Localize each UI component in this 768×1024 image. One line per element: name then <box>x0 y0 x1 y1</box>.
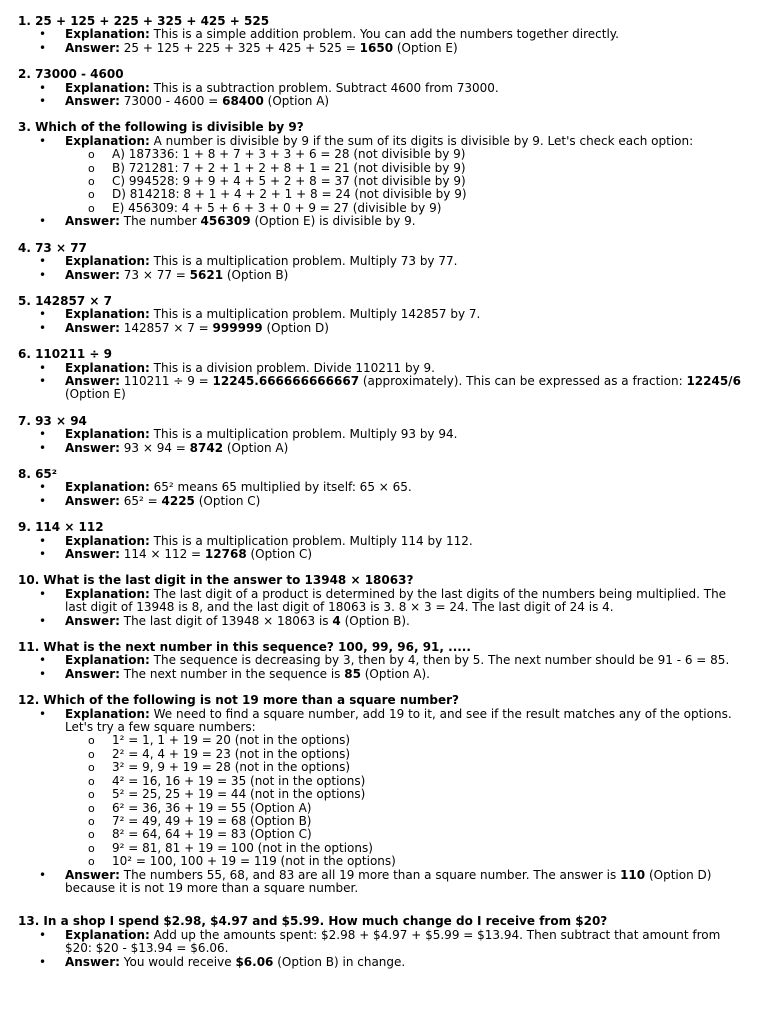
item-text: 65² means 65 multiplied by itself: 65 × 65. <box>149 480 412 495</box>
bullet-list <box>18 28 750 55</box>
highlighted-value: 999999 <box>212 320 263 335</box>
item-text: (approximately). This can be expressed as a fraction: <box>359 373 687 388</box>
sub-list-item: o C) 994528: 9 + 9 + 4 + 5 + 2 + 8 = 37 (not divisible by 9) <box>65 175 750 188</box>
item-text: We need to find a square number, add 19 to it, and see if the result matches any of the options. Let's try a few square numbers: <box>65 706 732 735</box>
sub-list-item: o 2² = 4, 4 + 19 = 23 (not in the options) <box>65 748 750 761</box>
sub-list-item: o E) 456309: 4 + 5 + 6 + 3 + 0 + 9 = 27 (divisible by 9) <box>65 202 750 215</box>
item-text: (Option A) <box>223 440 289 455</box>
item-text: 93 × 94 = <box>119 440 190 455</box>
bullet-list <box>18 308 750 335</box>
item-text: 114 × 112 = <box>119 547 205 561</box>
explanation-item <box>18 481 750 494</box>
item-label: Answer: <box>65 320 120 335</box>
item-text: (Option A) <box>263 94 330 109</box>
question-block <box>18 68 750 108</box>
item-text: (Option B) in change. <box>273 954 406 969</box>
bullet-list <box>18 135 750 229</box>
item-label: Answer: <box>65 373 120 388</box>
question-block <box>18 242 750 282</box>
question-block <box>18 295 750 335</box>
answer-item <box>18 215 750 228</box>
question-title: 7. 93 × 94 <box>18 413 87 428</box>
item-label: Explanation: <box>65 927 150 942</box>
item-label: Explanation: <box>65 27 150 42</box>
item-text: This is a simple addition problem. You can add the numbers together directly. <box>149 27 619 42</box>
sub-list-item: o D) 814218: 8 + 1 + 4 + 2 + 1 + 8 = 24 (not divisible by 9) <box>65 188 750 201</box>
explanation-item <box>18 708 750 869</box>
highlighted-value: 12245.666666666667 <box>212 373 360 388</box>
item-label: Explanation: <box>65 706 150 721</box>
highlighted-value: 4225 <box>161 493 195 508</box>
item-text: (Option E) <box>65 387 126 402</box>
question-block <box>18 348 750 402</box>
item-text: This is a multiplication problem. Multiply 73 by 77. <box>149 254 458 269</box>
question-title: 6. 110211 ÷ 9 <box>18 347 112 362</box>
bullet-list <box>18 481 750 508</box>
item-text: This is a multiplication problem. Multiply 114 by 112. <box>149 533 473 548</box>
item-label: Explanation: <box>65 533 150 548</box>
highlighted-value: 1650 <box>359 40 394 55</box>
bullet-list <box>18 929 750 969</box>
answer-item <box>18 548 750 561</box>
item-label: Explanation: <box>65 254 150 269</box>
sub-list-item: o 8² = 64, 64 + 19 = 83 (Option C) <box>65 828 750 841</box>
question-block <box>18 15 750 55</box>
bullet-list <box>18 255 750 282</box>
question-title: 10. What is the last digit in the answer to 13948 × 18063? <box>18 573 414 588</box>
question-title: 1. 25 + 125 + 225 + 325 + 425 + 525 <box>18 14 270 28</box>
answer-item <box>18 269 750 282</box>
sub-list <box>65 734 750 868</box>
highlighted-value: 85 <box>344 666 361 681</box>
question-title: 4. 73 × 77 <box>18 240 87 255</box>
item-text: (Option E) is divisible by 9. <box>250 214 416 229</box>
question-title: 13. In a shop I spend $2.98, $4.97 and $5.99. How much change do I receive from $20? <box>18 914 608 929</box>
item-text: (Option D) <box>262 320 329 335</box>
item-text: 73000 - 4600 = <box>119 94 223 109</box>
explanation-item <box>18 82 750 95</box>
item-text: You would receive <box>119 954 236 969</box>
item-text: (Option C) <box>194 493 261 508</box>
sub-list-item: o 6² = 36, 36 + 19 = 55 (Option A) <box>65 802 750 815</box>
item-label: Explanation: <box>65 307 150 322</box>
item-label: Explanation: <box>65 586 150 601</box>
item-text: 65² = <box>119 493 162 508</box>
explanation-item <box>18 588 750 615</box>
item-text: (Option D) because it is not 19 more than a square number. <box>65 867 712 895</box>
answer-item <box>18 956 750 969</box>
answer-item <box>18 668 750 681</box>
item-text: (Option A). <box>360 666 430 681</box>
item-text: This is a subtraction problem. Subtract 4600 from 73000. <box>149 80 499 95</box>
item-text: 110211 ÷ 9 = <box>119 373 213 388</box>
question-block <box>18 641 750 681</box>
answer-item <box>18 95 750 108</box>
explanation-item <box>18 929 750 956</box>
item-label: Explanation: <box>65 360 150 375</box>
bullet-list <box>18 428 750 455</box>
question-title: 3. Which of the following is divisible by 9? <box>18 120 304 135</box>
sub-list-item: o 4² = 16, 16 + 19 = 35 (not in the options) <box>65 775 750 788</box>
question-block <box>18 574 750 628</box>
bullet-list <box>18 82 750 109</box>
item-label: Answer: <box>65 94 120 109</box>
bullet-list <box>18 588 750 628</box>
explanation-item <box>18 362 750 375</box>
item-label: Answer: <box>65 440 120 455</box>
explanation-item <box>18 308 750 321</box>
item-text: Add up the amounts spent: $2.98 + $4.97 + $5.99 = $13.94. Then subtract that amount from $20: $20 - $13.94 = $6.06. <box>65 927 721 956</box>
item-label: Answer: <box>65 493 120 508</box>
explanation-item <box>18 535 750 548</box>
sub-list-item: o 9² = 81, 81 + 19 = 100 (not in the options) <box>65 842 750 855</box>
highlighted-value: 4 <box>332 613 341 628</box>
question-block <box>18 521 750 561</box>
explanation-item <box>18 255 750 268</box>
item-label: Answer: <box>65 214 120 229</box>
bullet-list <box>18 535 750 562</box>
item-label: Answer: <box>65 613 120 628</box>
answer-item <box>18 322 750 335</box>
bullet-list <box>18 362 750 402</box>
highlighted-value: 456309 <box>200 214 251 229</box>
item-label: Answer: <box>65 867 120 882</box>
answer-item <box>18 495 750 508</box>
item-text: (Option E) <box>393 40 458 55</box>
item-label: Explanation: <box>65 80 150 95</box>
item-text: This is a multiplication problem. Multiply 93 by 94. <box>149 427 458 442</box>
question-title: 9. 114 × 112 <box>18 520 104 535</box>
question-block <box>18 915 750 969</box>
item-text: The last digit of a product is determined by the last digits of the numbers being multiplied. The last digit of 13948 is 8, and the last digit of 18063 is 3. 8 × 3 = 24. The last digit of 24 is 4. <box>65 586 727 615</box>
item-label: Answer: <box>65 954 120 969</box>
sub-list-item: o 3² = 9, 9 + 19 = 28 (not in the options) <box>65 761 750 774</box>
item-text: This is a division problem. Divide 110211 by 9. <box>149 360 435 375</box>
sub-list-item: o A) 187336: 1 + 8 + 7 + 3 + 3 + 6 = 28 (not divisible by 9) <box>65 148 750 161</box>
highlighted-value: 8742 <box>189 440 224 455</box>
item-text: (Option B) <box>223 267 289 282</box>
highlighted-value: 110 <box>620 867 646 882</box>
item-text: The next number in the sequence is <box>119 666 345 681</box>
explanation-item <box>18 28 750 41</box>
item-text: A number is divisible by 9 if the sum of its digits is divisible by 9. Let's check each option: <box>149 133 694 148</box>
item-text: The number <box>119 214 201 229</box>
sub-list-item: o 1² = 1, 1 + 19 = 20 (not in the options) <box>65 734 750 747</box>
item-label: Explanation: <box>65 653 150 668</box>
item-text: 142857 × 7 = <box>119 320 213 335</box>
highlighted-value: 68400 <box>222 94 264 109</box>
question-title: 12. Which of the following is not 19 more than a square number? <box>18 693 460 708</box>
question-block <box>18 415 750 455</box>
explanation-item <box>18 135 750 215</box>
explanation-item <box>18 428 750 441</box>
item-label: Answer: <box>65 267 120 282</box>
item-text: (Option B). <box>340 613 410 628</box>
item-label: Explanation: <box>65 427 150 442</box>
item-text: The last digit of 13948 × 18063 is <box>119 613 333 628</box>
sub-list-item: o 5² = 25, 25 + 19 = 44 (not in the options) <box>65 788 750 801</box>
question-block <box>18 468 750 508</box>
highlighted-value: 12768 <box>204 547 247 561</box>
explanation-item <box>18 654 750 667</box>
bullet-list <box>18 654 750 681</box>
question-block <box>18 694 750 895</box>
question-title: 8. 65² <box>18 466 58 481</box>
highlighted-value: 5621 <box>189 267 224 282</box>
item-label: Explanation: <box>65 480 150 495</box>
highlighted-value: $6.06 <box>235 954 274 969</box>
answer-item <box>18 615 750 628</box>
sub-list <box>65 148 750 215</box>
answer-item <box>18 442 750 455</box>
question-title: 2. 73000 - 4600 <box>18 67 124 82</box>
item-text: The numbers 55, 68, and 83 are all 19 more than a square number. The answer is <box>119 867 621 882</box>
answer-item <box>18 869 750 896</box>
sub-list-item: o 7² = 49, 49 + 19 = 68 (Option B) <box>65 815 750 828</box>
item-label: Answer: <box>65 666 120 681</box>
question-title: 11. What is the next number in this sequence? 100, 99, 96, 91, ..... <box>18 640 471 655</box>
item-text: 25 + 125 + 225 + 325 + 425 + 525 = <box>119 40 360 55</box>
sub-list-item: o 10² = 100, 100 + 19 = 119 (not in the options) <box>65 855 750 868</box>
item-text: (Option C) <box>246 547 313 561</box>
item-label: Explanation: <box>65 133 150 148</box>
item-label: Answer: <box>65 40 120 55</box>
item-text: The sequence is decreasing by 3, then by 4, then by 5. The next number should be 91 - 6 = 85. <box>149 653 730 668</box>
question-title: 5. 142857 × 7 <box>18 293 112 308</box>
question-block <box>18 121 750 228</box>
bullet-list <box>18 708 750 896</box>
answer-item <box>18 375 750 402</box>
item-text: 73 × 77 = <box>119 267 190 282</box>
item-text: This is a multiplication problem. Multiply 142857 by 7. <box>149 307 481 322</box>
highlighted-value: 12245/6 <box>686 373 741 388</box>
answer-item <box>18 42 750 55</box>
sub-list-item: o B) 721281: 7 + 2 + 1 + 2 + 8 + 1 = 21 (not divisible by 9) <box>65 162 750 175</box>
item-label: Answer: <box>65 547 120 561</box>
